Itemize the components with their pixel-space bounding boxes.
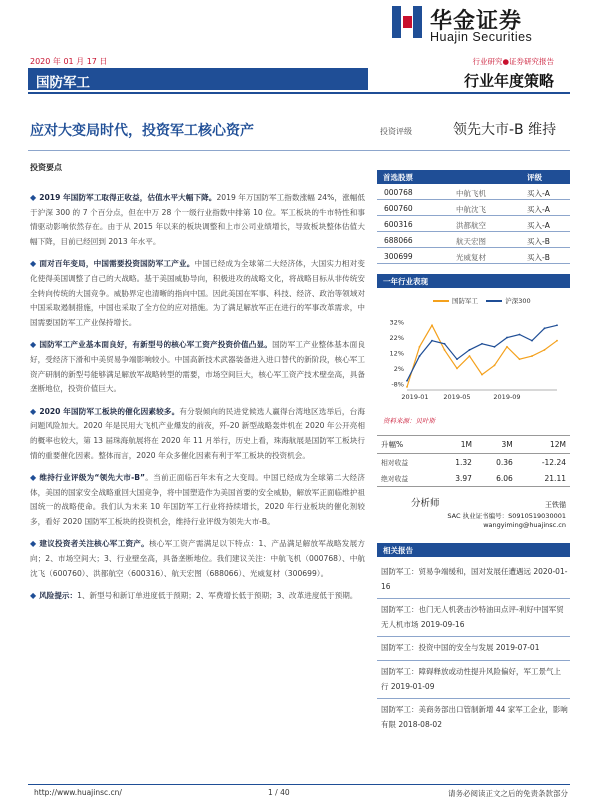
diamond-bullet-icon: ◆	[30, 591, 37, 601]
related-header: 相关报告	[377, 543, 570, 557]
series-point	[506, 337, 508, 339]
related-report-link[interactable]: 国防军工：也门无人机袭击沙特油田点评-利好中国军贸无人机市场 2019-09-16	[377, 599, 570, 637]
series-point	[431, 340, 433, 342]
y-tick-label: -8%	[391, 380, 404, 389]
performance-value: 21.11	[517, 470, 570, 487]
summary-heading: 投资要点	[30, 163, 62, 172]
series-point	[406, 380, 408, 382]
series-point	[469, 355, 471, 357]
series-point	[519, 334, 521, 336]
performance-value: 1.32	[455, 457, 472, 467]
related-report-link[interactable]: 国防军工：障碍释放或动性提升风险偏好，军工景气上行 2019-01-09	[377, 661, 570, 699]
summary-paragraph	[30, 338, 365, 396]
legend-label-defense: 国防军工	[452, 297, 478, 305]
summary-paragraph	[30, 191, 365, 249]
series-point	[556, 324, 558, 326]
paragraph-lead: 建议投资者关注核心军工资产。	[39, 539, 149, 549]
performance-value: 0.36	[496, 457, 513, 467]
legend-swatch-hs300	[486, 300, 502, 302]
report-category: 行业研究●证券研究报告	[472, 57, 554, 66]
stock-row[interactable]	[377, 248, 570, 264]
series-point	[419, 346, 421, 348]
performance-value: 6.06	[476, 470, 517, 487]
summary-paragraph	[30, 257, 365, 330]
performance-table	[377, 435, 570, 487]
chart-legend	[433, 296, 531, 305]
footer-divider	[28, 784, 570, 785]
rating-value: 领先大市-B 维持	[453, 122, 557, 138]
series-point	[456, 358, 458, 360]
summary-paragraph	[30, 471, 365, 529]
series-point	[481, 374, 483, 376]
diamond-bullet-icon: ◆	[30, 259, 37, 269]
performance-column-header: 升幅%	[377, 436, 435, 454]
stock-name: 洪都航空	[456, 221, 486, 230]
paragraph-lead: 风险提示：	[39, 591, 78, 601]
stock-rating: 买入-A	[527, 189, 550, 198]
summary-paragraph	[30, 589, 365, 604]
series-point	[494, 346, 496, 348]
company-logo	[386, 4, 556, 44]
stock-name: 中航沈飞	[456, 205, 486, 214]
paragraph-lead: 面对百年变局，中国需要投资国防军工产业。	[39, 259, 195, 269]
performance-row-label: 相对收益	[381, 459, 409, 467]
page-number: 1 / 40	[268, 788, 290, 797]
y-tick-label: 2%	[393, 364, 404, 373]
paragraph-body: 中国已经成为全球第二大经济体，大国实力相对变化使得美国调整了自己的大战略。基于美国威胁导向，积极进攻的战略文化，将战略目标从非传统安全转向传统的大国竞争。威胁界定也清晰的指向中国。因此美国在军事、科技、经济、政治等领域对中国采取遏制措施，中国也采取了全方位的应对措施。为了满足解放军正在进行的军事改革需求，中国需要国防军工产业保持增长。	[30, 259, 366, 327]
related-report-link[interactable]: 国防军工：贸易争端缓和，国对发展任遭遇远 2020-01-16	[377, 561, 570, 599]
chart-header: 一年行业表现	[377, 274, 570, 288]
diamond-bullet-icon: ◆	[30, 340, 37, 350]
huajin-logo-icon	[392, 6, 422, 38]
diamond-bullet-icon: ◆	[30, 406, 37, 416]
related-reports-list	[377, 561, 570, 736]
performance-value: 3.97	[435, 470, 476, 487]
sidebar	[377, 170, 570, 736]
paragraph-body: 2019 年万国防军工指数涨幅 24%，涨幅低于沪深 300 的 7 个百分点，但在中万 28 个一级行业指数中排第 10 位。军工板块的牛市特性和事情驱动影响依然存在。由于从 2015 年以来的板块调整和上市公司业绩增长，导致板块整体估值大幅下降，目前已经回到 2013 年水平。	[30, 193, 366, 246]
paragraph-body: 1、新型号和新订单进度低于预期；2、军费增长低于预期；3、改革进度低于预期。	[77, 591, 358, 601]
performance-row	[377, 454, 570, 471]
series-point	[431, 324, 433, 326]
page-title: 应对大变局时代，投资军工核心资产	[30, 123, 254, 139]
x-tick-label: 2019-01	[401, 393, 429, 401]
legend-label-hs300: 沪深300	[505, 297, 531, 305]
paragraph-lead: 2019 年国防军工取得正收益，估值水平大幅下降。	[39, 193, 217, 202]
logo-chinese-name: 华金证券	[430, 9, 523, 34]
stock-name: 航天宏图	[456, 237, 486, 246]
top-picks-table	[377, 184, 570, 264]
analyst-email[interactable]: wangyiming@huajinsc.cn	[483, 521, 566, 529]
series-point	[506, 346, 508, 348]
industry-banner: 国防军工	[28, 68, 368, 90]
summary-column	[30, 162, 365, 612]
x-tick-label: 2019-09	[493, 393, 521, 401]
performance-column-header: 12M	[517, 436, 570, 454]
paragraph-body: 核心军工资产需满足以下特点：1、产品满足解放军战略发展方向；2、市场空间大；3、行业壁垒高，具备垄断地位。我们建议关注：中航飞机（000768）、中航沈飞（600760）、洪都航空（600316）、航天宏图（688066）、光威复材（300699）。	[30, 539, 366, 578]
series-point	[556, 340, 558, 342]
paragraph-lead: 维持行业评级为“领先大市-B”	[39, 473, 146, 483]
y-tick-label: 32%	[389, 318, 404, 327]
paragraph-body: 国防军工产业整体基本面良好，受经济下滑和中美贸易争端影响较小。中国高新技术武器装备进入进口替代的新阶段，核心军工资产研制的新型号能够满足解放军战略转型的需要，市场空间巨大，核心军工资产技术壁垒高，具备垄断地位，投资价值巨大。	[30, 340, 366, 394]
series-point	[544, 349, 546, 351]
analyst-name: 王铁锚	[545, 501, 566, 509]
series-point	[531, 340, 533, 342]
series-point	[444, 349, 446, 351]
report-date: 2020 年 01 月 17 日	[30, 57, 108, 66]
line-chart-svg	[377, 288, 570, 410]
stock-code: 600316	[384, 220, 413, 229]
y-tick-label: 22%	[389, 334, 404, 343]
stock-code: 000768	[384, 188, 413, 197]
series-point	[519, 358, 521, 360]
series-line	[407, 325, 557, 387]
title-divider	[28, 150, 570, 151]
report-type: 行业年度策略	[463, 72, 554, 90]
performance-column-header: 3M	[476, 436, 517, 454]
stock-row[interactable]	[377, 232, 570, 248]
stock-name: 中航飞机	[456, 189, 486, 198]
x-tick-label: 2019-05	[443, 393, 471, 401]
series-point	[469, 349, 471, 351]
diamond-bullet-icon: ◆	[30, 473, 37, 483]
series-point	[494, 364, 496, 366]
diamond-bullet-icon: ◆	[30, 539, 37, 549]
analyst-title: 分析师	[411, 498, 440, 509]
logo-english-name: Huajin Securities	[430, 30, 533, 44]
stock-name: 光威复材	[456, 253, 486, 262]
series-point	[419, 355, 421, 357]
paragraph-body: 。当前正面临百年未有之大变局。中国已经成为全球第二大经济体，美国的国家安全战略重回大国竞争，将中国塑造作为美国首要的安全威胁，解放军正面临维护祖国统一的战略使命。我们认为未来 10 年国防军工行业将持续增长，2020 年行业板块的催化剂较多，看好 2020 国防军工板块的投资机会，维持行业评级为领先大市-B。	[30, 473, 366, 526]
stock-rating: 买入-B	[527, 237, 550, 246]
paragraph-lead: 2020 年国防军工板块的催化因素较多。	[39, 406, 180, 416]
summary-paragraph	[30, 537, 365, 581]
diamond-bullet-icon: ◆	[30, 193, 37, 202]
related-report-link[interactable]: 国防军工：投资中国的安全与发展 2019-07-01	[377, 637, 570, 661]
stock-rating: 买入-B	[527, 253, 550, 262]
top-picks-title: 首选股票	[383, 173, 413, 182]
header-divider	[28, 92, 570, 94]
footer-disclaimer: 请务必阅读正文之后的免责条款部分	[448, 789, 568, 798]
series-point	[406, 386, 408, 388]
footer-url-link[interactable]: http://www.huajinsc.cn/	[34, 788, 122, 797]
performance-column-header: 1M	[435, 436, 476, 454]
analyst-block	[377, 495, 570, 543]
performance-chart	[377, 288, 570, 410]
series-point	[444, 343, 446, 345]
y-tick-label: 12%	[389, 349, 404, 358]
series-point	[481, 343, 483, 345]
top-picks-rating-header: 评级	[527, 173, 542, 182]
stock-rating: 买入-A	[527, 221, 550, 230]
stock-code: 688066	[384, 236, 413, 245]
rating-label: 投资评级	[380, 127, 412, 136]
stock-code: 600760	[384, 204, 413, 213]
performance-row-label: 绝对收益	[377, 470, 435, 487]
paragraph-body: 有分裂倾向的民进党候选人赢得台湾地区选举后，台海问题风险加大。2020 年是民用大飞机产业爆发的前夜，歼-20 新型战略轰炸机在 2020 年公开亮相的概率也较大，第 13 届珠海航展将在 2020 年 11 月举行，历史上看，珠海航展是国防军工板块行情的重要催化因素。整体而言，2020 年众多催化因素有利于军工板块的投资机会。	[30, 406, 366, 460]
series-line	[407, 325, 557, 381]
top-picks-header	[377, 170, 570, 184]
series-point	[544, 327, 546, 329]
performance-table-header	[377, 436, 570, 454]
performance-value: -12.24	[541, 457, 566, 467]
stock-row[interactable]	[377, 216, 570, 232]
legend-swatch-defense	[433, 300, 449, 302]
analyst-sac: SAC 执业证书编号：S0910519030001	[447, 512, 566, 520]
stock-rating: 买入-A	[527, 205, 550, 214]
stock-row[interactable]	[377, 184, 570, 200]
series-point	[531, 355, 533, 357]
paragraph-lead: 国防军工产业基本面良好，有新型号的核心军工资产投资价值凸显。	[39, 340, 273, 350]
performance-row	[377, 470, 570, 487]
series-point	[456, 368, 458, 370]
summary-paragraphs	[30, 191, 365, 604]
stock-row[interactable]	[377, 200, 570, 216]
chart-source: 资料来源：贝叶斯	[383, 417, 435, 425]
related-report-link[interactable]: 国防军工：美商务部出口管制新增 44 家军工企业，影响有限 2018-08-02	[381, 705, 568, 729]
stock-code: 300699	[384, 252, 413, 261]
summary-paragraph	[30, 405, 365, 463]
